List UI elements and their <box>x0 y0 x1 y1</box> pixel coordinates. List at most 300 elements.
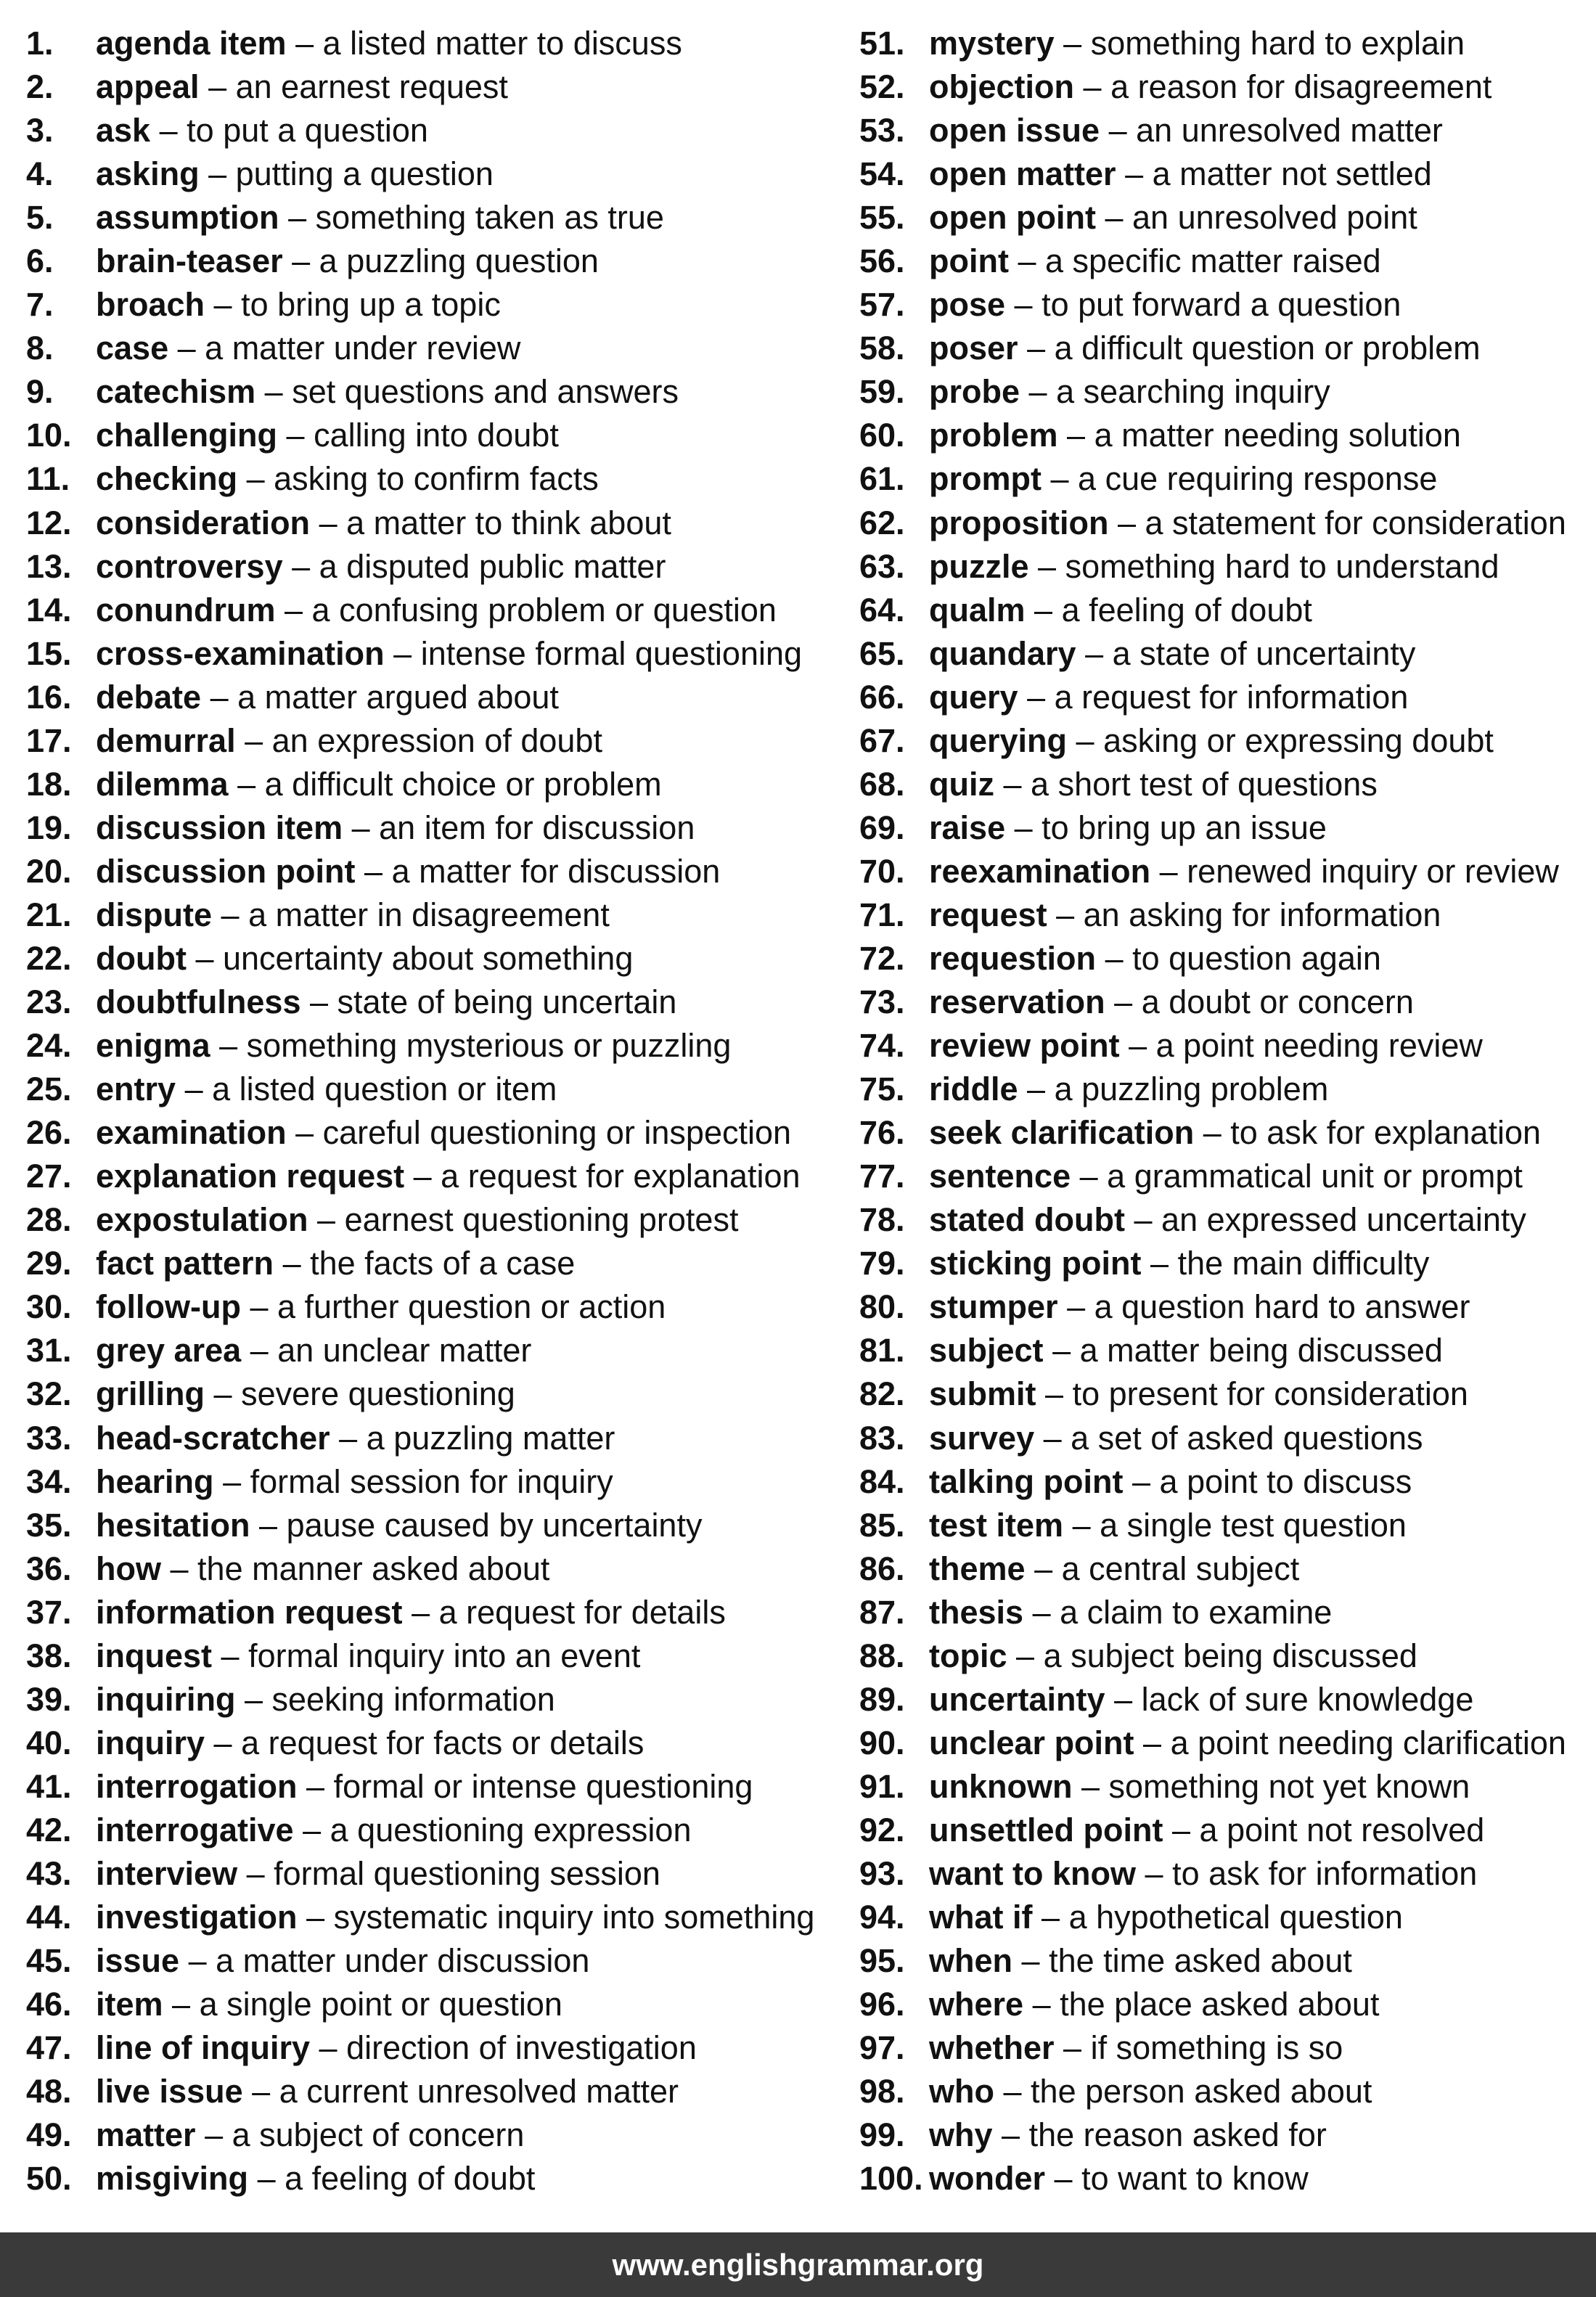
item-number: 12. <box>26 504 72 541</box>
item-term: when <box>929 1942 1013 1980</box>
item-separator: – <box>245 721 263 759</box>
item-number: 77. <box>859 1158 905 1195</box>
item-number: 75. <box>859 1070 905 1108</box>
item-separator: – <box>188 1942 207 1980</box>
item-number: 47. <box>26 2029 72 2067</box>
list-item <box>26 1547 817 1591</box>
list-item <box>859 457 1585 501</box>
item-separator: – <box>1027 329 1046 367</box>
item-separator: – <box>1085 634 1104 672</box>
item-number: 45. <box>26 1942 72 1980</box>
item-separator: – <box>285 591 303 628</box>
item-number: 43. <box>26 1854 72 1892</box>
list-item <box>859 1504 1585 1547</box>
item-separator: – <box>1028 373 1047 411</box>
item-term: interrogation <box>96 1767 298 1805</box>
item-term: demurral <box>96 721 236 759</box>
item-definition: the person asked about <box>1031 2073 1372 2110</box>
item-number: 58. <box>859 329 905 367</box>
item-term: querying <box>929 721 1068 759</box>
item-definition: a matter argued about <box>237 678 559 716</box>
item-number: 33. <box>26 1419 72 1457</box>
item-number: 66. <box>859 678 905 716</box>
item-term: dilemma <box>96 765 229 803</box>
item-definition: the reason asked for <box>1028 2116 1327 2154</box>
item-term: objection <box>929 68 1074 106</box>
item-term: grey area <box>96 1332 242 1369</box>
item-number: 5. <box>26 199 54 237</box>
item-number: 23. <box>26 983 72 1021</box>
item-number: 39. <box>26 1680 72 1718</box>
item-number: 96. <box>859 1986 905 2023</box>
item-number: 90. <box>859 1724 905 1761</box>
item-definition: a statement for consideration <box>1145 504 1566 541</box>
item-term: stumper <box>929 1288 1058 1326</box>
item-number: 56. <box>859 242 905 280</box>
item-term: want to know <box>929 1854 1136 1892</box>
list-item <box>859 414 1585 457</box>
item-definition: intense formal questioning <box>420 634 803 672</box>
list-item <box>859 283 1585 327</box>
item-separator: – <box>1150 1245 1169 1282</box>
item-number: 72. <box>859 939 905 977</box>
list-item <box>859 589 1585 632</box>
item-separator: – <box>1050 460 1069 498</box>
item-separator: – <box>1021 1942 1040 1980</box>
list-item <box>859 1678 1585 1721</box>
list-item <box>859 1939 1585 1983</box>
item-term: brain-teaser <box>96 242 283 280</box>
item-term: information request <box>96 1593 403 1631</box>
item-term: how <box>96 1549 161 1587</box>
item-term: qualm <box>929 591 1026 628</box>
item-separator: – <box>1172 1811 1191 1848</box>
item-separator: – <box>292 242 311 280</box>
list-item <box>859 370 1585 414</box>
item-term: what if <box>929 1899 1033 1936</box>
item-definition: a claim to examine <box>1060 1593 1333 1631</box>
item-separator: – <box>213 286 232 324</box>
item-separator: – <box>219 1027 238 1065</box>
word-list-left-column <box>26 22 817 2200</box>
item-term: raise <box>929 808 1006 846</box>
item-number: 83. <box>859 1419 905 1457</box>
item-definition: something mysterious or puzzling <box>246 1027 732 1065</box>
list-item <box>859 109 1585 152</box>
item-separator: – <box>237 765 256 803</box>
list-item <box>26 1809 817 1852</box>
item-separator: – <box>1203 1114 1221 1152</box>
item-number: 3. <box>26 112 54 150</box>
item-number: 85. <box>859 1506 905 1544</box>
footer-website-link[interactable]: www.englishgrammar.org <box>612 2247 984 2282</box>
item-term: hesitation <box>96 1506 250 1544</box>
item-definition: an expressed uncertainty <box>1161 1201 1526 1239</box>
item-separator: – <box>208 155 227 193</box>
item-definition: a point to discuss <box>1159 1462 1412 1500</box>
item-definition: a matter to think about <box>346 504 671 541</box>
item-definition: a state of uncertainty <box>1112 634 1416 672</box>
item-number: 62. <box>859 504 905 541</box>
item-number: 18. <box>26 765 72 803</box>
list-item <box>26 893 817 937</box>
item-definition: something hard to understand <box>1065 547 1499 585</box>
item-separator: – <box>413 1158 432 1195</box>
list-item <box>859 937 1585 980</box>
item-separator: – <box>1043 1419 1062 1457</box>
item-term: unsettled point <box>929 1811 1163 1848</box>
list-item <box>26 239 817 283</box>
list-item <box>859 22 1585 65</box>
list-item <box>26 545 817 589</box>
item-separator: – <box>252 2073 271 2110</box>
item-term: conundrum <box>96 591 276 628</box>
list-item <box>26 1242 817 1285</box>
item-separator: – <box>1134 1201 1153 1239</box>
list-item <box>26 2113 817 2157</box>
item-number: 11. <box>26 460 70 498</box>
item-separator: – <box>208 68 227 106</box>
item-number: 59. <box>859 373 905 411</box>
item-definition: the place asked about <box>1060 1986 1380 2023</box>
item-separator: – <box>1129 1027 1147 1065</box>
item-term: unclear point <box>929 1724 1134 1761</box>
item-separator: – <box>1063 25 1082 62</box>
item-definition: a matter under review <box>205 329 521 367</box>
list-item <box>26 980 817 1024</box>
item-number: 44. <box>26 1899 72 1936</box>
item-definition: putting a question <box>235 155 494 193</box>
item-separator: – <box>364 852 383 890</box>
list-item <box>859 196 1585 239</box>
list-item <box>859 1983 1585 2026</box>
item-number: 78. <box>859 1201 905 1239</box>
item-term: dispute <box>96 896 213 933</box>
list-item <box>859 1285 1585 1329</box>
item-term: investigation <box>96 1899 298 1936</box>
item-term: consideration <box>96 504 311 541</box>
item-definition: systematic inquiry into something <box>333 1899 815 1936</box>
list-item <box>859 1111 1585 1155</box>
item-separator: – <box>310 983 329 1021</box>
item-term: checking <box>96 460 238 498</box>
list-item <box>26 1285 817 1329</box>
list-item <box>859 1721 1585 1765</box>
item-term: discussion item <box>96 808 343 846</box>
list-item <box>859 1372 1585 1416</box>
item-definition: a doubt or concern <box>1141 983 1414 1021</box>
item-separator: – <box>1018 242 1036 280</box>
list-item <box>26 1068 817 1111</box>
list-item <box>859 850 1585 893</box>
item-number: 70. <box>859 852 905 890</box>
item-definition: a point not resolved <box>1199 1811 1485 1848</box>
item-definition: to ask for information <box>1172 1854 1478 1892</box>
item-separator: – <box>1143 1724 1162 1761</box>
item-definition: pause caused by uncertainty <box>286 1506 703 1544</box>
list-item <box>859 1155 1585 1198</box>
item-term: stated doubt <box>929 1201 1125 1239</box>
item-number: 89. <box>859 1680 905 1718</box>
item-number: 37. <box>26 1593 72 1631</box>
item-separator: – <box>195 939 214 977</box>
item-definition: an asking for information <box>1083 896 1441 933</box>
item-number: 95. <box>859 1942 905 1980</box>
list-item <box>859 1547 1585 1591</box>
item-definition: a matter for discussion <box>391 852 721 890</box>
item-definition: to question again <box>1132 939 1381 977</box>
item-number: 100. <box>859 2160 923 2198</box>
list-item <box>26 676 817 719</box>
item-number: 30. <box>26 1288 72 1326</box>
item-term: doubt <box>96 939 187 977</box>
list-item <box>26 1678 817 1721</box>
item-definition: renewed inquiry or review <box>1187 852 1559 890</box>
item-term: follow-up <box>96 1288 241 1326</box>
item-separator: – <box>1034 591 1053 628</box>
item-definition: calling into doubt <box>314 417 559 454</box>
item-number: 25. <box>26 1070 72 1108</box>
item-separator: – <box>1045 1375 1064 1413</box>
item-term: agenda item <box>96 25 287 62</box>
list-item <box>859 980 1585 1024</box>
item-separator: – <box>1002 2116 1020 2154</box>
item-separator: – <box>250 1288 269 1326</box>
item-definition: lack of sure knowledge <box>1141 1680 1474 1718</box>
list-item <box>859 1634 1585 1678</box>
list-item <box>26 632 817 676</box>
list-item <box>859 501 1585 545</box>
list-item <box>26 937 817 980</box>
item-term: matter <box>96 2116 196 2154</box>
item-definition: a request for facts or details <box>241 1724 644 1761</box>
item-definition: to bring up an issue <box>1042 808 1327 846</box>
item-separator: – <box>292 547 311 585</box>
list-item <box>859 763 1585 806</box>
item-term: inquiry <box>96 1724 205 1761</box>
item-definition: the facts of a case <box>310 1245 576 1282</box>
list-item <box>26 806 817 850</box>
item-definition: a specific matter raised <box>1045 242 1381 280</box>
item-number: 65. <box>859 634 905 672</box>
item-definition: to put forward a question <box>1042 286 1401 324</box>
item-number: 41. <box>26 1767 72 1805</box>
item-definition: to want to know <box>1081 2160 1309 2198</box>
item-number: 21. <box>26 896 72 933</box>
item-separator: – <box>246 460 265 498</box>
item-term: live issue <box>96 2073 243 2110</box>
item-term: sentence <box>929 1158 1071 1195</box>
item-term: challenging <box>96 417 278 454</box>
item-number: 76. <box>859 1114 905 1152</box>
word-list-right-column <box>859 22 1585 2200</box>
item-term: appeal <box>96 68 200 106</box>
list-item <box>859 65 1585 109</box>
item-term: open point <box>929 199 1096 237</box>
item-definition: formal inquiry into an event <box>248 1637 641 1674</box>
item-separator: – <box>1145 1854 1163 1892</box>
item-definition: seeking information <box>271 1680 555 1718</box>
list-item <box>859 1242 1585 1285</box>
item-separator: – <box>1063 2029 1082 2067</box>
item-definition: a matter not settled <box>1152 155 1432 193</box>
item-separator: – <box>205 2116 224 2154</box>
item-definition: a difficult question or problem <box>1054 329 1481 367</box>
item-number: 68. <box>859 765 905 803</box>
item-term: quandary <box>929 634 1076 672</box>
list-item <box>859 2113 1585 2157</box>
item-definition: the manner asked about <box>197 1549 550 1587</box>
item-term: request <box>929 896 1047 933</box>
item-term: talking point <box>929 1462 1124 1500</box>
item-definition: a request for explanation <box>441 1158 801 1195</box>
item-separator: – <box>246 1854 265 1892</box>
item-definition: to present for consideration <box>1072 1375 1468 1413</box>
item-separator: – <box>1105 939 1124 977</box>
item-definition: severe questioning <box>241 1375 515 1413</box>
item-number: 84. <box>859 1462 905 1500</box>
item-term: poser <box>929 329 1018 367</box>
item-separator: – <box>223 1462 242 1500</box>
list-item <box>859 676 1585 719</box>
item-number: 14. <box>26 591 72 628</box>
item-definition: a matter under discussion <box>216 1942 590 1980</box>
list-item <box>859 545 1585 589</box>
item-definition: a grammatical unit or prompt <box>1107 1158 1523 1195</box>
item-separator: – <box>170 1549 189 1587</box>
list-item <box>26 2070 817 2113</box>
list-item <box>859 1809 1585 1852</box>
item-separator: – <box>317 1201 336 1239</box>
item-definition: the main difficulty <box>1177 1245 1430 1282</box>
item-separator: – <box>1003 2073 1022 2110</box>
item-term: interview <box>96 1854 238 1892</box>
list-item <box>26 196 817 239</box>
list-item <box>859 893 1585 937</box>
item-term: theme <box>929 1549 1026 1587</box>
item-term: ask <box>96 112 151 150</box>
item-number: 31. <box>26 1332 72 1369</box>
item-definition: a further question or action <box>277 1288 666 1326</box>
item-number: 48. <box>26 2073 72 2110</box>
item-number: 73. <box>859 983 905 1021</box>
item-number: 28. <box>26 1201 72 1239</box>
item-definition: uncertainty about something <box>223 939 634 977</box>
item-number: 51. <box>859 25 905 62</box>
list-item <box>859 719 1585 763</box>
list-item <box>26 1983 817 2026</box>
item-definition: a disputed public matter <box>319 547 666 585</box>
item-term: debate <box>96 678 202 716</box>
list-item <box>859 1591 1585 1634</box>
item-separator: – <box>177 329 196 367</box>
item-term: controversy <box>96 547 283 585</box>
item-number: 97. <box>859 2029 905 2067</box>
item-separator: – <box>1054 2160 1073 2198</box>
item-separator: – <box>306 1767 325 1805</box>
item-term: review point <box>929 1027 1120 1065</box>
item-term: test item <box>929 1506 1064 1544</box>
item-term: misgiving <box>96 2160 249 2198</box>
list-item <box>26 1417 817 1460</box>
item-separator: – <box>1032 1986 1051 2023</box>
item-term: fact pattern <box>96 1245 274 1282</box>
list-item <box>859 1417 1585 1460</box>
item-definition: something not yet known <box>1108 1767 1470 1805</box>
item-separator: – <box>1034 1549 1053 1587</box>
item-number: 55. <box>859 199 905 237</box>
item-number: 61. <box>859 460 905 498</box>
item-number: 93. <box>859 1854 905 1892</box>
list-item <box>859 1329 1585 1372</box>
item-term: seek clarification <box>929 1114 1195 1152</box>
item-definition: a matter needing solution <box>1094 417 1461 454</box>
list-item <box>859 632 1585 676</box>
item-separator: – <box>221 896 240 933</box>
item-number: 16. <box>26 678 72 716</box>
list-item <box>26 414 817 457</box>
item-number: 42. <box>26 1811 72 1848</box>
item-separator: – <box>210 678 229 716</box>
item-definition: to ask for explanation <box>1230 1114 1542 1152</box>
item-number: 29. <box>26 1245 72 1282</box>
item-separator: – <box>1117 504 1137 541</box>
item-separator: – <box>250 1332 269 1369</box>
list-item <box>26 283 817 327</box>
item-separator: – <box>1072 1506 1091 1544</box>
item-separator: – <box>282 1245 301 1282</box>
item-term: reexamination <box>929 852 1151 890</box>
item-term: mystery <box>929 25 1055 62</box>
item-definition: a questioning expression <box>330 1811 692 1848</box>
item-definition: a point needing clarification <box>1170 1724 1566 1761</box>
item-term: query <box>929 678 1018 716</box>
item-number: 2. <box>26 68 54 106</box>
item-term: reservation <box>929 983 1105 1021</box>
item-separator: – <box>1108 112 1127 150</box>
list-item <box>859 1068 1585 1111</box>
item-definition: formal questioning session <box>274 1854 660 1892</box>
item-number: 71. <box>859 896 905 933</box>
item-term: puzzle <box>929 547 1029 585</box>
item-separator: – <box>351 808 370 846</box>
item-term: grilling <box>96 1375 205 1413</box>
list-item <box>26 589 817 632</box>
item-number: 13. <box>26 547 72 585</box>
item-term: line of inquiry <box>96 2029 311 2067</box>
item-separator: – <box>221 1637 240 1674</box>
item-number: 80. <box>859 1288 905 1326</box>
list-item <box>26 1634 817 1678</box>
item-number: 63. <box>859 547 905 585</box>
item-term: enigma <box>96 1027 210 1065</box>
item-definition: earnest questioning protest <box>344 1201 739 1239</box>
list-item <box>859 1765 1585 1809</box>
item-term: interrogative <box>96 1811 294 1848</box>
item-definition: a request for details <box>438 1593 726 1631</box>
item-term: probe <box>929 373 1020 411</box>
item-separator: – <box>1079 1158 1098 1195</box>
item-term: issue <box>96 1942 180 1980</box>
list-item <box>859 806 1585 850</box>
item-definition: set questions and answers <box>292 373 679 411</box>
item-definition: a point needing review <box>1155 1027 1483 1065</box>
item-term: wonder <box>929 2160 1046 2198</box>
item-separator: – <box>1016 1637 1035 1674</box>
item-term: hearing <box>96 1462 214 1500</box>
item-separator: – <box>213 1724 232 1761</box>
item-definition: asking or expressing doubt <box>1103 721 1494 759</box>
